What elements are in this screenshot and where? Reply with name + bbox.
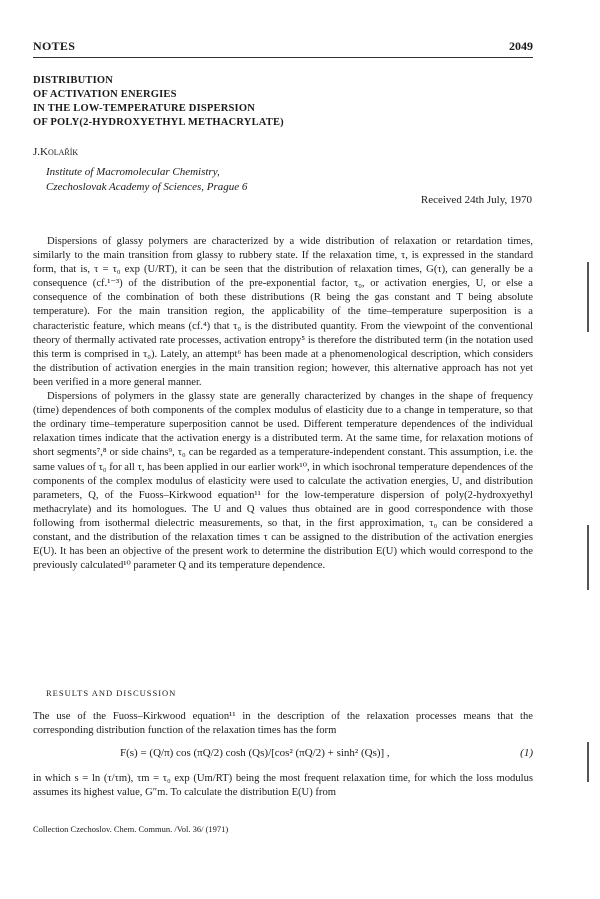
- paragraph: The use of the Fuoss–Kirkwood equation¹¹ in the description of the relaxation processes means that the corresponding distribution function of the relaxation times has the form: [33, 711, 533, 737]
- equation-text: F(s) = (Q/π) cos (πQ/2) cosh (Qs)/[cos² (πQ/2) + sinh² (Qs)] ,: [120, 747, 390, 759]
- margin-mark: [587, 262, 589, 332]
- title-line: IN THE LOW-TEMPERATURE DISPERSION: [33, 103, 255, 114]
- paragraph: Dispersions of glassy polymers are characterized by a wide distribution of relaxation or retardation times, similarly to the main transition from glassy to rubbery state. If the relaxation time, τ, is expressed in the standard form, that is, τ = τ₀ exp (U/RT), it can be seen that the distribution of relaxation times, G(τ), can generally be a consequence (cf.¹⁻³) of the distribution of the pre-exponential factor, τ₀, or activation energies, U, or else a consequence of the combination of both these distributions (R being the gas constant and T being absolute temperature). For the main transition region, the applicability of the time–temperature superposition is a characteristic feature, which means (cf.⁴) that τ₀ is the distributed quantity. From the viewpoint of the conventional theory of thermally activated rate processes, activation entropy⁵ is therefore the distributed term (in the notation used this term is comprised in τ₀). Lately, an attempt⁶ has been made at a phenomenological description, which considers the distribution of activation energies in the main transition region; however, this alternative approach has not yet been verified in a more general manner.: [33, 236, 533, 388]
- title-line: OF ACTIVATION ENERGIES: [33, 89, 177, 100]
- journal-footer: Collection Czechoslov. Chem. Commun. /Vol. 36/ (1971): [33, 824, 229, 834]
- post-equation-text: [33, 772, 533, 800]
- author-initial: J.: [33, 146, 41, 158]
- section-heading: RESULTS AND DISCUSSION: [46, 688, 177, 698]
- running-header: [33, 40, 533, 54]
- section-label: NOTES: [33, 39, 76, 53]
- author: [33, 146, 78, 158]
- affiliation: [46, 165, 247, 195]
- equation-number: (1): [520, 747, 533, 759]
- affiliation-line: Czechoslovak Academy of Sciences, Prague 6: [46, 181, 248, 193]
- paragraph: in which s = ln (τ/τm), τm = τ₀ exp (Um/RT) being the most frequent relaxation time, for which the loss modulus assumes its highest value, G″m. To calculate the distribution E(U) from: [33, 773, 533, 799]
- title-line: OF POLY(2-HYDROXYETHYL METHACRYLATE): [33, 117, 284, 128]
- header-rule: [33, 57, 533, 58]
- margin-mark: [587, 525, 589, 590]
- article-title: [33, 74, 533, 130]
- results-text: [33, 710, 533, 738]
- article-body: [33, 235, 533, 573]
- equation-1: [120, 747, 533, 759]
- margin-mark: [587, 742, 589, 782]
- page-number: 2049: [509, 39, 533, 53]
- affiliation-line: Institute of Macromolecular Chemistry,: [46, 166, 220, 178]
- author-surname: Kolařík: [40, 146, 79, 158]
- received-date: Received 24th July, 1970: [420, 194, 532, 206]
- paragraph: Dispersions of polymers in the glassy state are generally characterized by changes in the shape of frequency (time) dependences of both components of the complex modulus of elasticity due to a change in temperature, so that the ordinary time–temperature superposition cannot be used. Different temperature dependences of the individual relaxation times indicate that the activation energy is a distributed term. At the same time, for relaxation motions of short segments⁷,⁸ or side chains⁹, τ₀ can be regarded as a temperature-independent constant. This assumption, i.e. the same values of τ₀ for all τ, has been applied in our earlier work¹⁰, in which isochronal temperature dependences of the components of the complex modulus of elasticity were used to calculate the activation energies, U, and distribution parameters, Q, of the Fuoss–Kirkwood equation¹¹ for the low-temperature dispersion of poly(2-hydroxyethyl methacrylate) and its homologues. The U and Q values thus obtained are in good correspondence with those following from isothermal dielectric measurements, so that, in the first approximation, τ₀ can be considered a constant, and the distribution of the relaxation times τ can be assigned to the distribution of the activation energies E(U). It has been an objective of the present work to determine the distribution E(U) which would correspond to the previously calculated¹⁰ parameter Q and its temperature dependence.: [33, 391, 533, 572]
- title-line: DISTRIBUTION: [33, 75, 114, 86]
